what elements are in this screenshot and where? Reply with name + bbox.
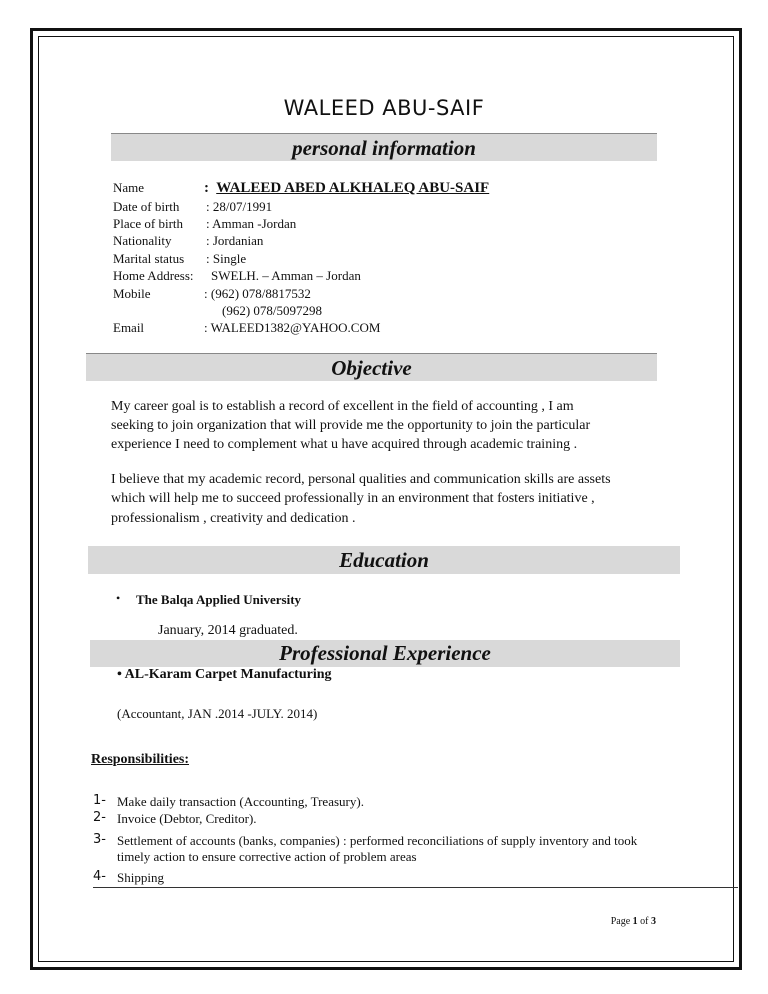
objective-line: which will help me to succeed professionally in an environment that fosters initiative , [111,491,595,506]
email-value: : WALEED1382@YAHOO.COM [204,320,381,335]
university-name: The Balqa Applied University [136,592,302,607]
objective-line: experience I need to complement what u have acquired through academic training . [111,437,578,452]
page-current: 1 [632,916,638,927]
dob-label: Date of birth [113,199,180,214]
personal-info-band [111,133,657,161]
responsibility-number: 2- [93,810,106,825]
dob-value: : 28/07/1991 [206,199,273,214]
mobile-label: Mobile [113,286,151,301]
responsibility-text: timely action to ensure corrective action of problem areas [117,849,417,864]
job-role: (Accountant, JAN .2014 -JULY. 2014) [117,706,318,721]
responsibility-text: Shipping [117,870,164,885]
mobile-value-2: (962) 078/5097298 [222,303,323,318]
marital-label: Marital status [113,251,185,266]
objective-heading: Objective [331,356,412,380]
personal-info-heading: personal information [292,136,476,160]
name-label: Name [113,180,145,195]
graduation-date: January, 2014 graduated. [158,623,298,638]
experience-band [90,640,680,667]
pob-label: Place of birth [113,216,184,231]
objective-line: professionalism , creativity and dedication . [111,511,356,526]
education-bullet: • [116,591,121,605]
marital-value: : Single [206,251,247,266]
objective-line: I believe that my academic record, personal qualities and communication skills are assets [111,472,611,487]
address-label: Home Address: [113,268,194,283]
name-value [204,180,489,197]
pob-value: : Amman -Jordan [206,216,297,231]
experience-heading: Professional Experience [279,641,491,665]
name-separator: : [204,180,209,196]
nationality-value: : Jordanian [206,233,264,248]
address-value: SWELH. – Amman – Jordan [211,268,361,283]
page-prefix: Page [610,916,633,927]
resume-title: WALEED ABU-SAIF [283,96,485,120]
responsibility-text: Invoice (Debtor, Creditor). [117,811,257,826]
objective-line: seeking to join organization that will provide me the opportunity to join the particular [111,418,591,433]
responsibilities-heading: Responsibilities: [91,752,190,767]
responsibility-number: 1- [93,793,106,808]
responsibility-number: 4- [93,869,106,884]
education-band [88,546,680,574]
objective-line: My career goal is to establish a record of excellent in the field of accounting , I am [111,399,574,414]
footer-divider [93,887,738,888]
objective-band [86,353,657,381]
page-total: 3 [651,916,656,927]
page-number [611,916,656,927]
company-name: • AL-Karam Carpet Manufacturing [117,667,332,682]
responsibility-text: Make daily transaction (Accounting, Treasury). [117,794,364,809]
page-of: of [637,916,651,927]
responsibility-text: Settlement of accounts (banks, companies) : performed reconciliations of supply inventory and took [117,833,638,848]
education-heading: Education [339,548,429,572]
mobile-value-1: : (962) 078/8817532 [204,286,311,301]
responsibility-number: 3- [93,832,106,847]
email-label: Email [113,320,145,335]
nationality-label: Nationality [113,233,172,248]
name-text: WALEED ABED ALKHALEQ ABU-SAIF [216,180,490,196]
